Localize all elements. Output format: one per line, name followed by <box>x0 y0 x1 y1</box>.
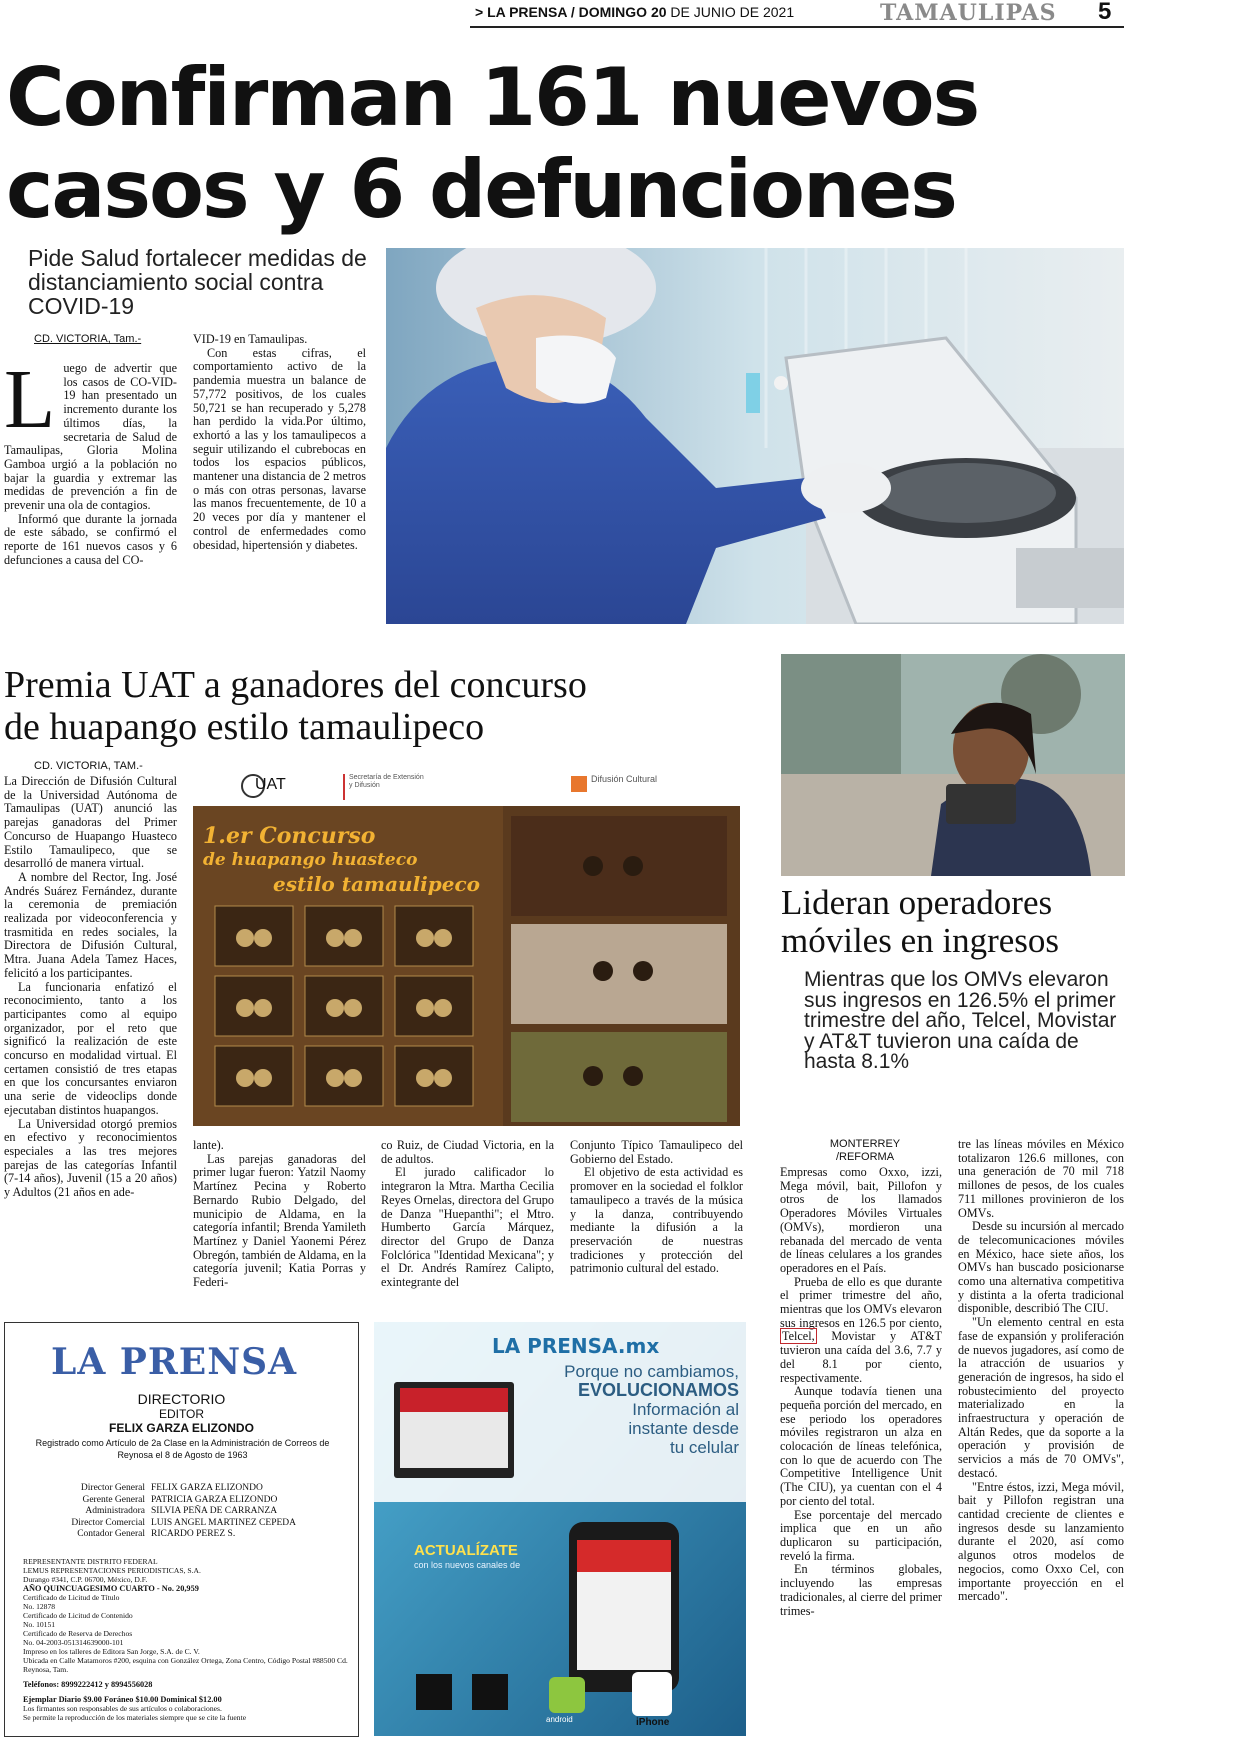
story1-col2-p2: Con estas cifras, el comportamiento activo de la pandemia muestra un balance de 57,772 positivos, de los cuales 50,721 se han recuperado y 5,278 han perdido la vida.Por último, exhortó a las y los tamaulipecos a seguir utilizando el cubrebocas en todos los espacios públicos, mantener una distancia de 2 metros o más con otras personas, lavarse las manos frecuentemente, de 10 a 20 veces por día y mantener el control de enfermedades como obesidad, hipertensión y diabetes. <box>193 345 366 552</box>
folio-paper: > LA PRENSA / <box>475 4 575 20</box>
huapango-graphic <box>193 766 740 1126</box>
story3-col2 <box>958 1138 1124 1604</box>
legal-line: Ejemplar Diario $9.00 Foráneo $10.00 Dominical $12.00 <box>23 1695 222 1704</box>
story2-col3-p1: co Ruiz, de Ciudad Victoria, en la de adultos. <box>381 1138 554 1166</box>
staff-row <box>35 1495 355 1507</box>
main-headline-line1: Confirman 161 nuevos <box>6 51 979 144</box>
legal-line: Ubicada en Calle Matamoros #200, esquina con González Ortega, Zona Centro, Código Postal #88500 Cd. Reynosa, Tam. <box>23 1656 348 1674</box>
story2-dateline: CD. VICTORIA, TAM.- <box>34 760 143 772</box>
story3-col2-p1: tre las líneas móviles en México totalizaron 126.6 millones, con una generación de 70 mil 718 millones de pesos, de los cuales 711 millones provinieron de los OMVs. <box>958 1137 1124 1220</box>
legal-line: LEMUS REPRESENTACIONES PERIODISTICAS, S.A. <box>23 1566 201 1575</box>
folio-date-num: 20 <box>650 4 667 20</box>
directory-legal <box>23 1557 348 1722</box>
huapango-title-line1: 1.er Concurso <box>203 823 376 849</box>
main-headline-line2: casos y 6 defunciones <box>6 143 956 236</box>
legal-line: AÑO QUINCUAGESIMO CUARTO - No. 20,959 <box>23 1584 199 1593</box>
story3-headline-line2: móviles en ingresos <box>781 921 1060 960</box>
phone-user-photo-image <box>781 654 1125 876</box>
story1-dateline: CD. VICTORIA, Tam.- <box>34 333 142 345</box>
ad-cta: ACTUALÍZATE <box>414 1542 518 1559</box>
section-name: TAMAULIPAS <box>880 0 1057 26</box>
staff-name: SILVIA PEÑA DE CARRANZA <box>151 1506 278 1516</box>
story2-headline-line1: Premia UAT a ganadores del concurso <box>4 664 587 706</box>
story3-col1 <box>780 1166 942 1618</box>
laprensa-mx-ad[interactable] <box>374 1322 746 1736</box>
story1-col1 <box>4 353 177 568</box>
telcel-highlight: Telcel, <box>782 1329 815 1344</box>
folio-rule <box>470 26 1124 28</box>
ad-copy <box>524 1362 739 1457</box>
story3-col1-p2b: Movistar y AT&T tuvieron una caída del 3.6, 7.7 y del 8.1 por ciento, respectivamente. <box>780 1329 942 1385</box>
story2-col2-p1: lante). <box>193 1138 224 1152</box>
story3-col1-p1: Empresas como Oxxo, izzi, Mega móvil, bait, Pillofon y otros de los llamados Operadores Móviles Virtuales (OMVs), mordieron una rebanada del mercado de venta de líneas celulares a los grandes operadores en el País. <box>780 1165 942 1275</box>
directory-editor-label: EDITOR <box>158 1407 205 1421</box>
story3-headline <box>781 884 1125 960</box>
story1-col1-p2: Informó que durante la jornada de este sábado, se confirmó el reporte de 161 nuevos casos y 6 defunciones a causa del CO- <box>4 511 177 567</box>
main-headline <box>6 52 1126 236</box>
legal-line: Los firmantes son responsables de sus artículos o colaboraciones. <box>23 1704 222 1713</box>
legal-line: REPRESENTANTE DISTRITO FEDERAL <box>23 1557 158 1566</box>
folio-date-rest: DE JUNIO DE 2021 <box>670 4 795 20</box>
story3-col1-p3: Aunque todavía tienen una pequeña porción del mercado, en ese periodo los operadores móviles registraron un alza en colocación de líneas telefónica, con lo que de acuerdo con The Competitive Intelligence Unit (The CIU), ya cuentan con el 4 por ciento del total. <box>780 1384 942 1508</box>
legal-line: Impreso en los talleres de Editora San Jorge, S.A. de C. V. <box>23 1647 200 1656</box>
story2-col2 <box>193 1139 366 1290</box>
story2-col4-p1: Conjunto Típico Tamaulipeco del Gobierno del Estado. <box>570 1138 743 1166</box>
phone-user-photo <box>781 654 1125 876</box>
ad-cta-sub: con los nuevos canales de <box>414 1560 521 1570</box>
staff-name: FELIX GARZA ELIZONDO <box>151 1483 263 1493</box>
huapango-graphic-image <box>193 766 740 1126</box>
ad-logo: LA PRENSA.mx <box>492 1334 660 1358</box>
legal-line: No. 10151 <box>23 1620 56 1629</box>
huapango-title-line3: estilo tamaulipeco <box>273 872 481 896</box>
legal-line: Durango #341, C.P. 06700, México, D.F. <box>23 1575 148 1584</box>
page-folio <box>0 0 1239 30</box>
staff-role: Gerente General <box>82 1494 145 1505</box>
story3-col2-p2: Desde su incursión al mercado de telecomunicaciones móviles en México, hace siete años, los OMVs han buscado posicionarse como una alternativa competitiva y distinta a la oferta tradicional disponible, describió The CIU. <box>958 1219 1124 1316</box>
story3-col1-p5: En términos globales, incluyendo las empresas tradicionales, al cierre del primer trimes- <box>780 1562 942 1618</box>
staff-role: Administradora <box>85 1506 145 1516</box>
staff-role: Director Comercial <box>71 1517 145 1528</box>
iphone-store-label: iPhone <box>636 1717 670 1728</box>
story3-col1-p4: Ese porcentaje del mercado implica que en un año duplicaron su participación, reveló la firma. <box>780 1507 942 1563</box>
story3-headline-line1: Lideran operadores <box>781 883 1053 922</box>
legal-line: Certificado de Reserva de Derechos <box>23 1629 133 1638</box>
directory-editor-name: FELIX GARZA ELIZONDO <box>109 1421 254 1435</box>
staff-role: Contador General <box>77 1529 145 1539</box>
staff-row <box>35 1529 355 1541</box>
staff-name: RICARDO PEREZ S. <box>151 1529 236 1539</box>
directory-logo: LA PRENSA <box>51 1341 298 1383</box>
story2-col1-p3: La funcionaria enfatizó el reconocimiento, tanto a los participantes como al equipo organizador, por el reto que significó la realización de este concurso en modalidad virtual. El certamen consistió de tres etapas en que los concursantes enviaron una serie de videoclips donde ejecutaban distintos huapangos. <box>4 979 177 1117</box>
story1-deck: Pide Salud fortalecer medidas de distanciamiento social contra COVID-19 <box>28 245 367 319</box>
huapango-title <box>203 824 503 896</box>
story2-headline <box>4 664 764 748</box>
staff-name: PATRICIA GARZA ELIZONDO <box>151 1494 278 1505</box>
story2-col3-p2: El jurado calificador lo integraron la Mtra. Martha Cecilia Reyes Ornelas, directora del Grupo de Danza "Huepanthi"; el Mtro. Humberto García Márquez, director del Grupo de Danza Folclórica "Identidad Mexicana"; y el Dr. Andrés Ramírez Calipto, exintegrante del <box>381 1165 554 1290</box>
story2-col1 <box>4 775 177 1200</box>
legal-line: Certificado de Licitud de Contenido <box>23 1611 133 1620</box>
story3-dateline <box>780 1138 950 1164</box>
story3-dateline-line2: /REFORMA <box>835 1151 895 1163</box>
ad-line4: instante desde <box>628 1419 739 1438</box>
page-number: 5 <box>1098 0 1112 25</box>
legal-line: Certificado de Licitud de Título <box>23 1593 120 1602</box>
staff-role: Director General <box>80 1483 145 1493</box>
staff-name: LUIS ANGEL MARTINEZ CEPEDA <box>151 1517 297 1528</box>
huapango-title-line2: de huapango huasteco <box>203 850 418 870</box>
story3-dateline-line1: MONTERREY <box>829 1138 901 1150</box>
ad-line2: EVOLUCIONAMOS <box>577 1380 739 1400</box>
story3-col2-p4: "Entre éstos, izzi, Mega móvil, bait y Pillofon registran una cantidad creciente de clientes e ingresos desde su lanzamiento durante el 2020, así como algunos otros modelos de negocios, como Oxxo Cel, con importante proyección en el mercado". <box>958 1479 1124 1604</box>
staff-row <box>35 1506 355 1518</box>
story1-col2-p1: VID-19 en Tamaulipas. <box>193 332 308 346</box>
staff-row <box>35 1518 355 1530</box>
legal-line: Teléfonos: 8999222412 y 8994556028 <box>23 1680 153 1689</box>
sec-logo-text: Secretaría de Extensión y Difusión <box>349 774 424 789</box>
story3-col1-p2a: Prueba de ello es que durante el primer trimestre del año, mientras que los OMVs elevaron sus ingresos en 126.5 por ciento, <box>780 1274 942 1330</box>
story3-deck: Mientras que los OMVs elevaron sus ingresos en 126.5% el primer trimestre del año, Telcel, Movistar y AT&T tuvieron una caída de hasta 8.1% <box>804 968 1117 1073</box>
directory-title: DIRECTORIO <box>137 1391 226 1407</box>
story2-col1-p1: La Dirección de Difusión Cultural de la Universidad Autónoma de Tamaulipas (UAT) anunció las parejas ganadoras del Primer Concurso de Huapango Huasteco Estilo Tamaulipeco, que se desarrolló de manera virtual. <box>4 774 177 871</box>
story2-headline-line2: de huapango estilo tamaulipeco <box>4 706 485 748</box>
story2-col4 <box>570 1139 743 1276</box>
legal-line: No. 12878 <box>23 1602 56 1611</box>
story1-col1-p1: uego de advertir que los casos de CO-VID-19 han presentado un incremento durante los últimos días, la secretaria de Salud de Tamaulipas, Gloria Molina Gamboa urgió a la población no bajar la guardia y extremar las medidas de prevención a fin de prevenir una ola de contagios. <box>4 361 177 513</box>
lab-photo <box>386 248 1124 624</box>
staff-row <box>35 1483 355 1495</box>
folio-day: DOMINGO <box>578 4 648 20</box>
story3-col2-p3: "Un elemento central en esta fase de expansión y proliferación de nuevos jugadores, así como de la atracción de usuarios y generación de ingresos, ha sido el robustecimiento del proyecto materializado en la infraestructura y operación de Altán Redes, que da soporte a la operación y provisión de servicios a más de 70 OMVs", destacó. <box>958 1315 1124 1480</box>
legal-line: Se permite la reproducción de los materiales siempre que se cite la fuente <box>23 1713 247 1722</box>
android-store-label: android <box>546 1715 573 1724</box>
lab-photo-image <box>386 248 1124 624</box>
directory-box <box>4 1322 359 1737</box>
story2-col1-p2: A nombre del Rector, Ing. José Andrés Suárez Fernández, durante la ceremonia de premiación realizada por videoconferencia y trasmitida en redes sociales, la Directora de Difusión Cultural, Mtra. Juana Adela Tamez Haces, felicitó a los participantes. <box>4 869 177 980</box>
story2-col1-p4: La Universidad otorgó premios en efectivo y reconocimientos especiales a las tres mejores parejas de las categorías Infantil (7-14 años), Juvenil (15 a 20 años) y Adultos (21 años en ade- <box>4 1116 177 1200</box>
story1-col2 <box>193 333 366 552</box>
difusion-logo-text: Difusión Cultural <box>591 774 658 784</box>
story2-col3 <box>381 1139 554 1290</box>
directory-staff <box>35 1483 355 1541</box>
legal-line: No. 04-2003-051314639000-101 <box>23 1638 124 1647</box>
story3-col1-p2 <box>780 1276 942 1386</box>
story2-col2-p2: Las parejas ganadoras del primer lugar fueron: Yatzil Naomy Martínez Pecina y Roberto Bernardo Rubio Delgado, del municipio de Aldama, en la categoría infantil; Brenda Yamileth Martínez y Daniel Yaonemi Pérez Obregón, también de Aldama, en la categoría juvenil; Katia Porras y Federi- <box>193 1151 366 1290</box>
ad-line5: tu celular <box>670 1438 739 1457</box>
ad-line1: Porque no cambiamos, <box>564 1362 739 1381</box>
story1-dropcap: L <box>4 353 56 446</box>
directory-registration: Registrado como Artículo de 2a Clase en la Administración de Correos de Reynosa el 8 de Agosto de 1963 <box>35 1438 330 1460</box>
uat-logo-text: UAT <box>255 776 286 793</box>
story2-col4-p2: El objetivo de esta actividad es promover en la sociedad el folklor tamaulipeco a través de la música y la danza, contribuyendo mediante la difusión a la preservación de nuestras tradiciones y protección del patrimonio cultural del estado. <box>570 1165 743 1276</box>
folio-date <box>475 4 794 20</box>
ad-line3: Información al <box>632 1400 739 1419</box>
